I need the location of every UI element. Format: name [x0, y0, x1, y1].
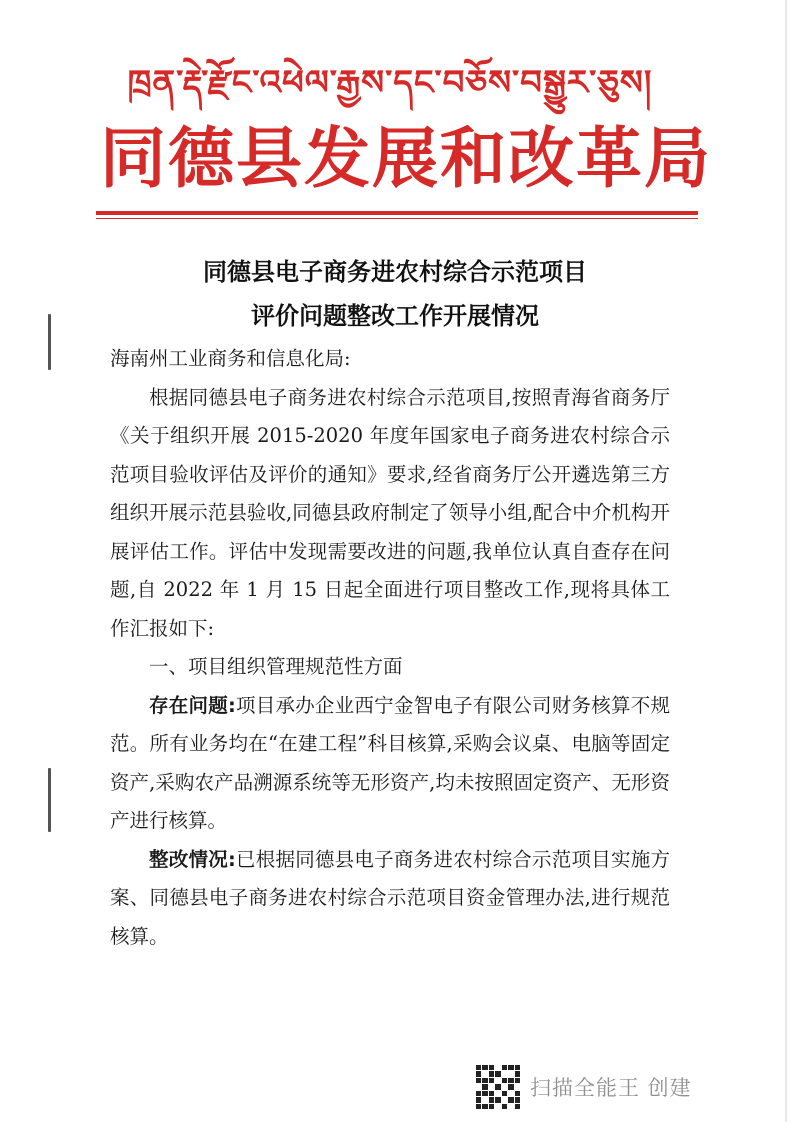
fix-label: 整改情况:	[149, 847, 236, 871]
issue-text: 项目承办企业西宁金智电子有限公司财务核算不规范。所有业务均在“在建工程”科目核算,采购会议桌、电脑等固定资产,采购农产品溯源系统等无形资产,均未按照固定资产、无形资产进行核算。	[110, 693, 670, 832]
document-title-line-1: 同德县电子商务进农村综合示范项目	[203, 258, 587, 286]
binder-hole-mark-top	[48, 314, 51, 370]
binder-hole-mark-bottom	[48, 768, 51, 832]
document-title-line-2: 评价问题整改工作开展情况	[251, 302, 539, 330]
intro-paragraph: 根据同德县电子商务进农村综合示范项目,按照青海省商务厅《关于组织开展 2015-2020 年度年国家电子商务进农村综合示范项目验收评估及评价的通知》要求,经省商务厅公开遴选第三方组织开展示范县验收,同德县政府制定了领导小组,配合中介机构开展评估工作。评估中发现需要改进的问题,我单位认真自查存在问题,自 2022 年 1 月 15 日起全面进行项目整改工作,现将具体工作汇报如下:	[110, 385, 670, 640]
letterhead-tibetan-name: ཁྲན་རྡེ་རྫོང་འཕེལ་རྒྱས་དང་བཅོས་བསྒྱུར་ཅུས།	[127, 63, 653, 103]
issue-paragraph	[110, 687, 670, 841]
document-body	[110, 340, 670, 956]
scanner-watermark	[476, 1060, 692, 1114]
letterhead-chinese-name: 同德县发展和改革局	[100, 119, 712, 197]
qr-code-icon	[476, 1065, 520, 1109]
addressee: 海南州工业商务和信息化局:	[110, 347, 351, 370]
letterhead-red-rule-thick	[96, 211, 698, 215]
fix-paragraph	[110, 841, 670, 957]
issue-label: 存在问题:	[149, 693, 236, 717]
section-heading-1: 一、项目组织管理规范性方面	[149, 655, 403, 678]
letterhead-red-rule-thin	[96, 218, 698, 219]
watermark-text: 扫描全能王 创建	[530, 1076, 692, 1100]
page-edge-shadow	[785, 0, 787, 1122]
fix-text: 已根据同德县电子商务进农村综合示范项目实施方案、同德县电子商务进农村综合示范项目资金管理办法,进行规范核算。	[110, 847, 670, 948]
